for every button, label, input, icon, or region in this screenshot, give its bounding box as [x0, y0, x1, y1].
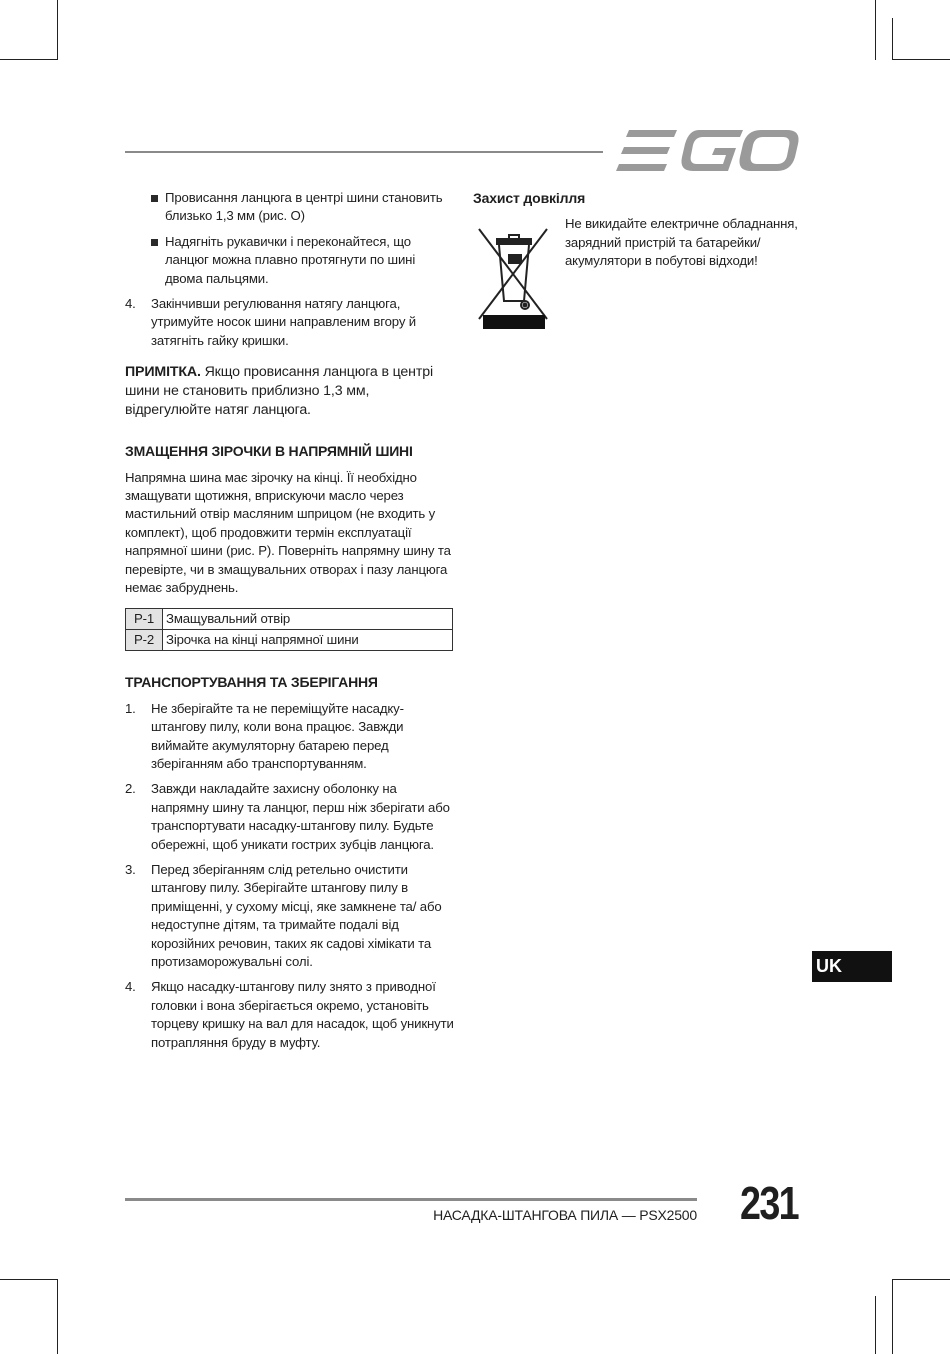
environment-text: Не викидайте електричне обладнання, зарядний пристрій та батарейки/ акумулятори в побутові відходи! [565, 216, 798, 269]
crop-mark [57, 1279, 58, 1354]
note [125, 363, 455, 420]
step-number: 1. [125, 700, 136, 716]
part-code: P-2 [126, 629, 163, 650]
step-text: Не зберігайте та не переміщуйте насадку-штангову пилу, коли вона працює. Завжди виймайте акумуляторну батарею перед зберіганням або транспортуванням. [151, 700, 404, 771]
square-bullet-icon [151, 239, 158, 246]
list-item [125, 861, 455, 971]
list-item [125, 189, 455, 226]
part-description: Змащувальний отвір [163, 608, 453, 629]
crop-mark [892, 1279, 893, 1354]
crop-mark [0, 1279, 58, 1280]
step-number: 2. [125, 781, 136, 797]
note-text: Якщо провисання ланцюга в центрі шини не становить приблизно 1,3 мм, відрегулюйте натяг ланцюга. [125, 364, 433, 419]
note-label: ПРИМІТКА. [125, 364, 201, 381]
list-item [125, 700, 455, 774]
section-heading: ТРАНСПОРТУВАННЯ ТА ЗБЕРІГАННЯ [125, 674, 378, 691]
crossed-out-wheelie-bin-icon [473, 219, 553, 331]
part-description: Зірочка на кінці напрямної шини [163, 629, 453, 650]
bullet-text: Провисання ланцюга в центрі шини становить близько 1,3 мм (рис. O) [165, 190, 443, 224]
header-rule [125, 151, 603, 153]
footer-rule [125, 1198, 697, 1201]
step-number: 4. [125, 979, 136, 995]
section-heading: ЗМАЩЕННЯ ЗІРОЧКИ В НАПРЯМНІЙ ШИНІ [125, 443, 413, 460]
parts-table [125, 608, 453, 652]
ego-logo [615, 128, 800, 174]
part-code: P-1 [126, 608, 163, 629]
crop-mark [892, 59, 950, 60]
bullet-text: Надягніть рукавички і переконайтеся, що ланцюг можна плавно протягнути по шині двома пальцями. [165, 233, 416, 286]
step-number: 3. [125, 861, 136, 877]
page-number: 231 [740, 1177, 799, 1229]
step-text: Якщо насадку-штангову пилу знято з приводної головки і вона зберігається окремо, установіть торцеву кришку на вал для насадок, щоб уникнути потрапляння бруду в муфту. [151, 979, 454, 1050]
crop-mark [892, 1279, 950, 1280]
crop-mark [892, 18, 893, 60]
footer-title: НАСАДКА-ШТАНГОВА ПИЛА — PSX2500 [433, 1207, 697, 1223]
list-item [125, 233, 455, 288]
section-heading: Захист довкілля [473, 190, 586, 206]
crop-mark [0, 59, 58, 60]
step-text: Перед зберіганням слід ретельно очистити штангову пилу. Зберігайте штангову пилу в приміщенні, у сухому місці, яке замкнене та/ або недоступне дітям, та тримайте подалі від корозійних речовин, таких як садові хімікати та протизаморожувальні солі. [151, 861, 442, 969]
list-item [125, 295, 455, 350]
table-row [126, 629, 453, 650]
language-tab: UK [812, 951, 892, 982]
crop-mark [57, 0, 58, 60]
table-row [126, 608, 453, 629]
left-column [125, 189, 455, 1059]
step-text: Закінчивши регулювання натягу ланцюга, утримуйте носок шини направленим вгору й затягніть гайку кришки. [151, 296, 416, 348]
list-item [125, 978, 455, 1052]
step-text: Завжди накладайте захисну оболонку на напрямну шину та ланцюг, перш ніж зберігати або транспортувати насадку-штангову пилу. Будьте обережні, щоб уникати гострих зубців ланцюга. [151, 781, 450, 852]
right-column [473, 189, 803, 271]
section-paragraph: Напрямна шина має зірочку на кінці. Її необхідно змащувати щотижня, вприскуючи масло через мастильний отвір масляним шприцом (не входить у комплект), щоб продовжити термін експлуатації напрямної шини (рис. P). Поверніть напрямну шину та перевірте, чи в змащувальних отворах і пазу ланцюга немає забруднень. [125, 469, 451, 596]
list-item [125, 780, 455, 854]
crop-mark [875, 0, 876, 60]
step-number: 4. [125, 296, 136, 312]
square-bullet-icon [151, 195, 158, 202]
crop-mark [875, 1296, 876, 1354]
